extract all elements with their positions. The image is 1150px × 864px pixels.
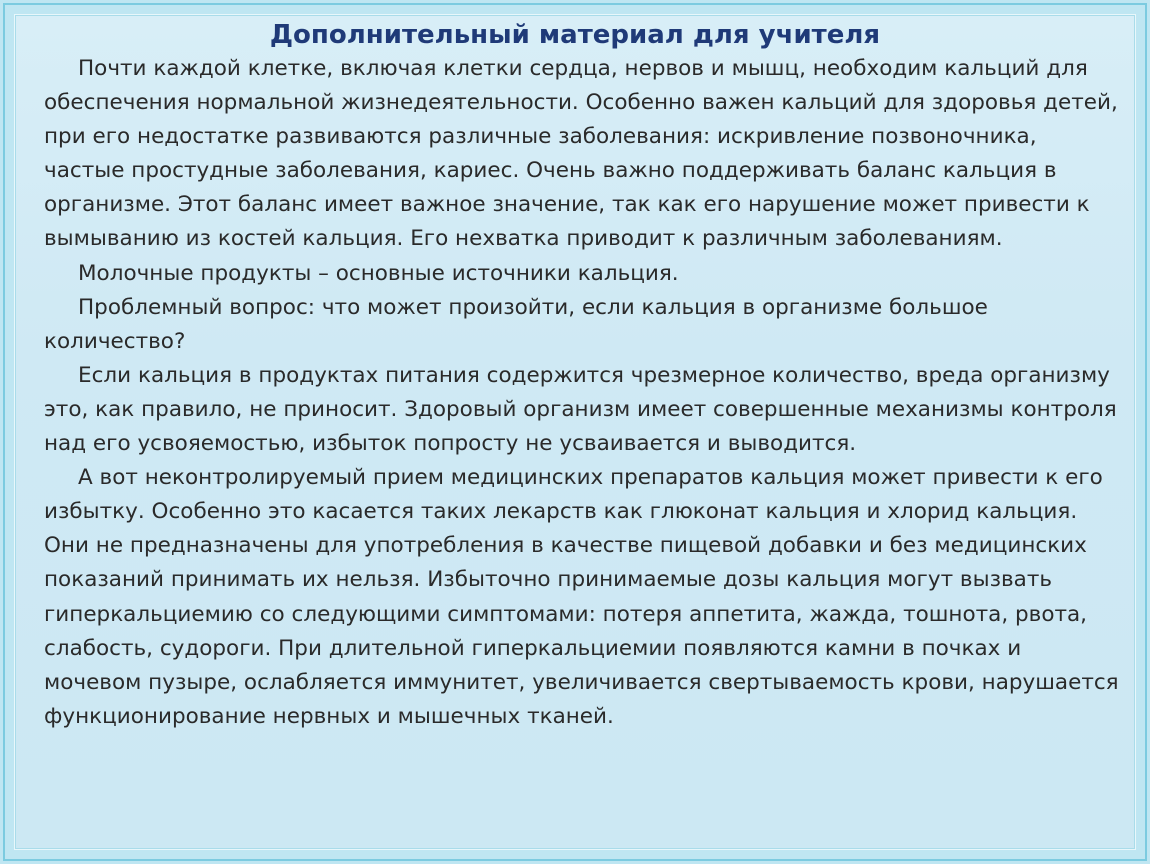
- paragraph-problem-question: Проблемный вопрос: что может произойти, если кальция в организме большое количество?: [44, 294, 988, 354]
- paragraph-excess-in-food: Если кальция в продуктах питания содержится чрезмерное количество, вреда организму это, как правило, не приносит. Здоровый организм имеет совершенные механизмы контроля над его усвояемостью, избыток попросту не усваивается и выводится.: [44, 362, 1117, 457]
- paragraph-dairy-sources: Молочные продукты – основные источники кальция.: [78, 260, 679, 286]
- slide-title: Дополнительный материал для учителя: [269, 20, 881, 50]
- paragraph-calcium-importance: Почти каждой клетке, включая клетки сердца, нервов и мышц, необходим кальций для обеспечения нормальной жизнедеятельности. Особенно важен кальций для здоровья детей, при его недостатке развиваются различные заболевания: искривление позвоночника, частые простудные заболевания, кариес. Очень важно поддерживать баланс кальция в организме. Этот баланс имеет важное значение, так как его нарушение может привести к вымыванию из костей кальция. Его нехватка приводит к различным заболеваниям.: [44, 56, 1118, 252]
- paragraph-medication-excess: А вот неконтролируемый прием медицинских препаратов кальция может привести к его избытку. Особенно это касается таких лекарств как глюконат кальция и хлорид кальция. Они не предназначены для употребления в качестве пищевой добавки и без медицинских показаний принимать их нельзя. Избыточно принимаемые дозы кальция могут вызвать гиперкальциемию со следующими симптомами: потеря аппетита, жажда, тошнота, рвота, слабость, судороги. При длительной гиперкальциемии появляются камни в почках и мочевом пузыре, ослабляется иммунитет, увеличивается свертываемость крови, нарушается функционирование нервных и мышечных тканей.: [44, 465, 1119, 729]
- body-text: [44, 52, 1122, 734]
